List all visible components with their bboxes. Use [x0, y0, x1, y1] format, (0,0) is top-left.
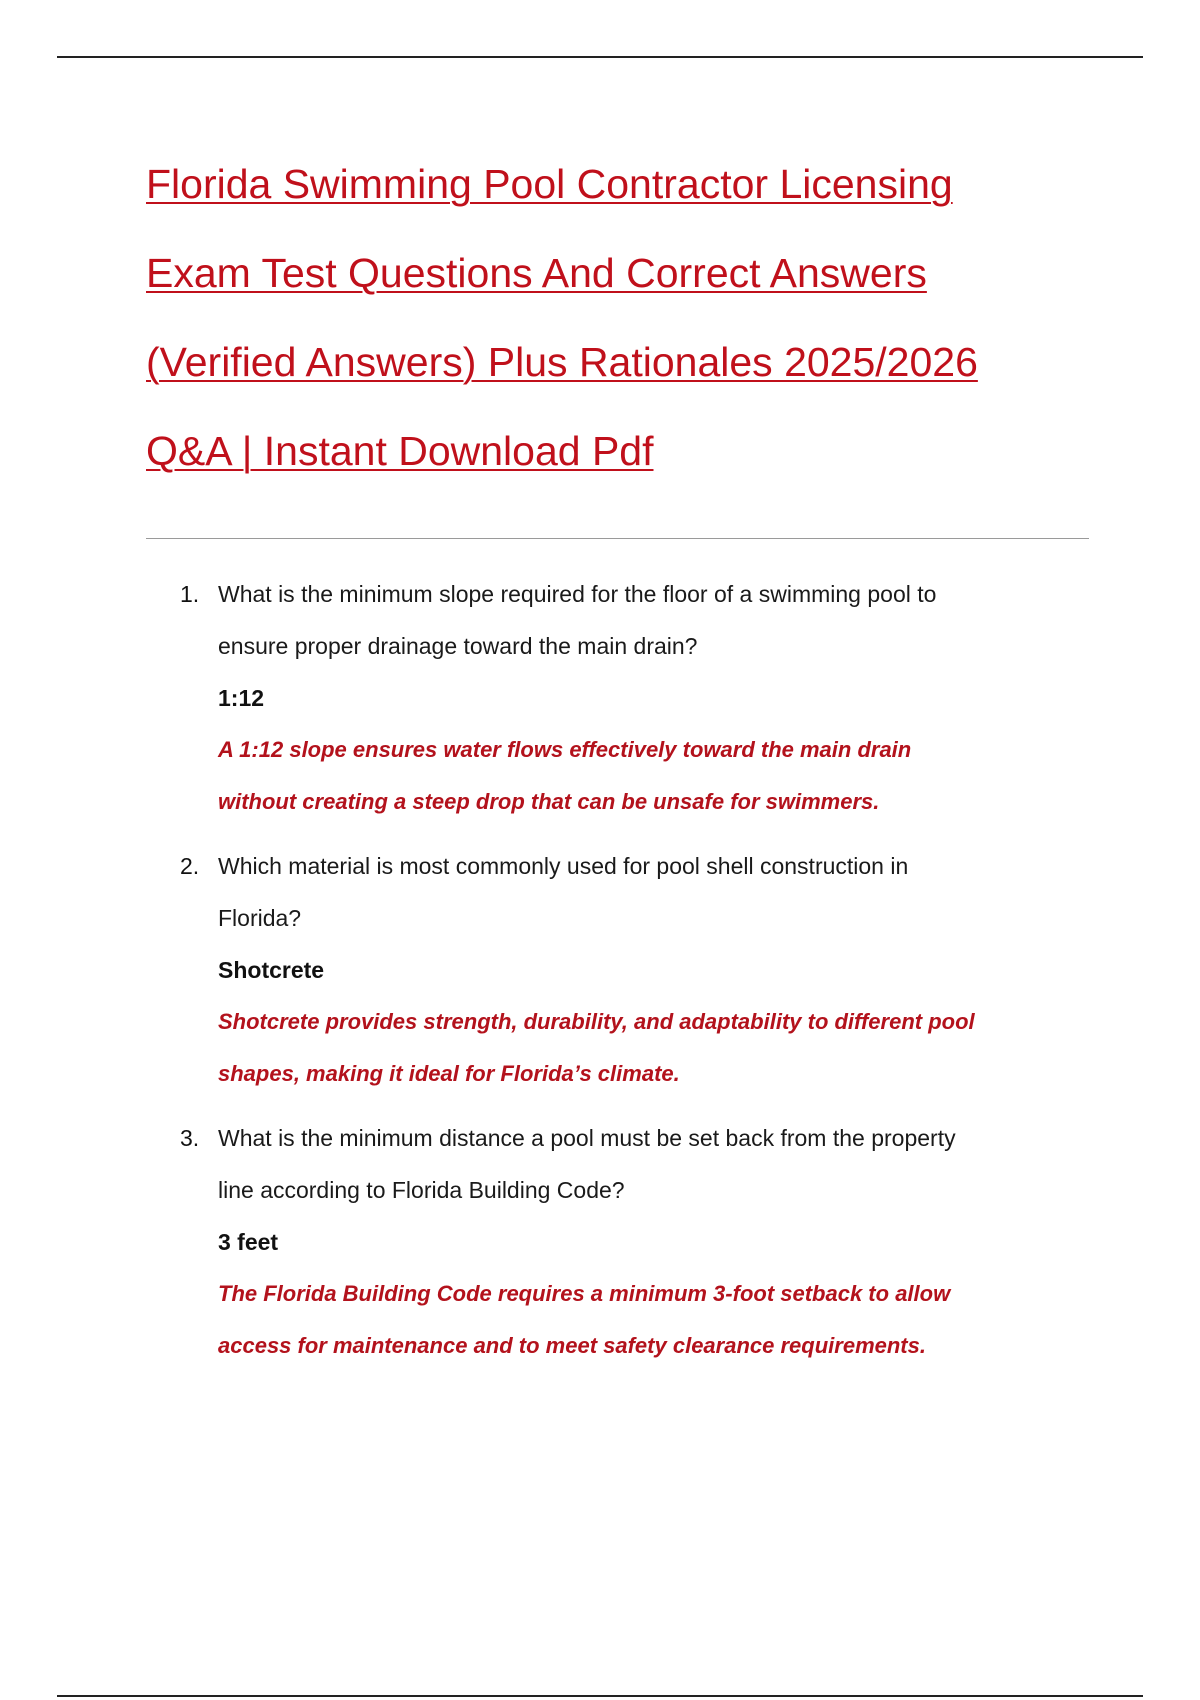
question-text-line: What is the minimum slope required for the floor of a swimming pool to	[218, 581, 937, 607]
rationale-text-line: access for maintenance and to meet safety clearance requirements.	[218, 1333, 926, 1358]
question-text-line: line according to Florida Building Code?	[218, 1177, 625, 1203]
question-text-line: What is the minimum distance a pool must be set back from the property	[218, 1125, 956, 1151]
rationale-text-line: A 1:12 slope ensures water flows effectively toward the main drain	[218, 737, 912, 762]
question-text-line: Which material is most commonly used for pool shell construction in	[218, 853, 909, 879]
page-top-rule	[57, 56, 1143, 58]
question-item-1	[180, 568, 1080, 828]
document-title	[146, 140, 1106, 496]
rationale-text-line: Shotcrete provides strength, durability, and adaptability to different pool	[218, 1009, 975, 1034]
question-number: 2.	[180, 853, 200, 879]
question-item-3	[180, 1112, 1080, 1372]
question-item-2	[180, 840, 1080, 1100]
title-line-1: Florida Swimming Pool Contractor Licensing	[146, 161, 953, 207]
rationale-text-line: The Florida Building Code requires a minimum 3-foot setback to allow	[218, 1281, 951, 1306]
question-text-line: ensure proper drainage toward the main drain?	[218, 633, 698, 659]
title-line-4: Q&A | Instant Download Pdf	[146, 428, 654, 474]
page-bottom-rule	[57, 1695, 1143, 1697]
question-number: 1.	[180, 581, 200, 607]
rationale-text-line: without creating a steep drop that can be unsafe for swimmers.	[218, 789, 880, 814]
question-text-line: Florida?	[218, 905, 302, 931]
section-divider	[146, 538, 1089, 539]
answer-text: 3 feet	[218, 1229, 279, 1255]
answer-text: 1:12	[218, 685, 265, 711]
question-list	[180, 568, 1080, 1384]
answer-text: Shotcrete	[218, 957, 325, 983]
title-line-3: (Verified Answers) Plus Rationales 2025/2026	[146, 339, 978, 385]
rationale-text-line: shapes, making it ideal for Florida’s climate.	[218, 1061, 680, 1086]
title-line-2: Exam Test Questions And Correct Answers	[146, 250, 927, 296]
question-number: 3.	[180, 1125, 200, 1151]
